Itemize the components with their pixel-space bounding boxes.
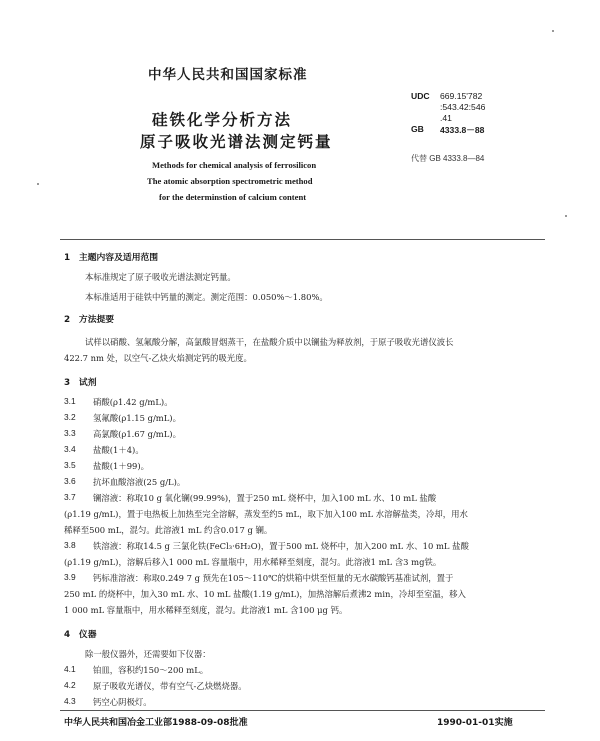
instrument-text: 钙空心阴极灯。: [93, 697, 152, 707]
section-2-line: 试样以硝酸、氢氟酸分解，高氯酸冒烟蒸干，在盐酸介质中以镧盐为释放剂，于原子吸收光谱仪波长: [85, 337, 454, 347]
header-divider: [60, 239, 545, 240]
section-1-paragraph: 本标准规定了原子吸收光谱法测定钙量。: [85, 272, 236, 282]
reagent-text: 钙标准溶液：称取0.249 7 g 预先在105～110℃的烘箱中烘至恒量的无水碳酸钙基准试剂，置于: [93, 573, 454, 583]
instrument-number: 4.2: [64, 680, 76, 690]
reagent-text: 高氯酸(ρ1.67 g/mL)。: [93, 429, 181, 439]
reagent-text: 抗坏血酸溶液(25 g/L)。: [93, 477, 186, 487]
reagent-text: 稀释至500 mL，混匀。此溶液1 mL 约含0.017 g 镧。: [64, 525, 273, 535]
udc-label: UDC: [411, 91, 430, 101]
footer-divider: [60, 710, 545, 711]
document-title-line1: 硅铁化学分析方法: [152, 111, 293, 129]
section-2-heading: 2 方法提要: [64, 315, 115, 325]
reagent-text: 硝酸(ρ1.42 g/mL)。: [93, 397, 173, 407]
reagent-number: 3.9: [64, 572, 76, 582]
scan-speck: [37, 183, 39, 185]
reagent-text: 铁溶液：称取14.5 g 三氯化铁(FeCl₃·6H₂O)，置于500 mL 烧杯中，加入200 mL 水、10 mL 盐酸: [93, 541, 469, 551]
gb-number: 4333.8－88: [440, 125, 485, 135]
reagent-number: 3.6: [64, 476, 76, 486]
reagent-text: 1 000 mL 容量瓶中，用水稀释至刻度，混匀。此溶液1 mL 含100 μg 钙。: [64, 605, 348, 615]
reagent-number: 3.2: [64, 412, 76, 422]
approval-statement: 中华人民共和国冶金工业部1988-09-08批准: [64, 718, 248, 728]
instrument-text: 铂皿，容积约150～200 mL。: [93, 665, 209, 675]
section-1-paragraph: 本标准适用于硅铁中钙量的测定。测定范围：0.050%～1.80%。: [85, 292, 328, 302]
section-4-intro: 除一般仪器外，还需要如下仪器：: [85, 649, 211, 659]
reagent-text: 盐酸(1＋99)。: [93, 461, 150, 471]
reagent-number: 3.4: [64, 444, 76, 454]
national-standard-heading: 中华人民共和国国家标准: [148, 67, 308, 83]
replaces-standard: 代替 GB 4333.8—84: [411, 154, 485, 163]
english-title-line2: The atomic absorption spectrometric method: [147, 176, 313, 186]
reagent-text: (ρ1.19 g/mL)，置于电热板上加热至完全溶解，蒸发至约5 mL，取下加入100 mL 水溶解盐类，冷却，用水: [64, 509, 468, 519]
instrument-number: 4.3: [64, 696, 76, 706]
section-4-heading: 4 仪器: [64, 630, 97, 640]
section-2-line: 422.7 nm 处，以空气-乙炔火焰测定钙的吸光度。: [64, 353, 252, 363]
english-title-line3: for the determinstion of calcium content: [159, 192, 307, 202]
scan-speck: [552, 30, 554, 32]
instrument-number: 4.1: [64, 664, 76, 674]
reagent-text: 镧溶液：称取10 g 氧化镧(99.99%)，置于250 mL 烧杯中，加入100 mL 水、10 mL 盐酸: [93, 493, 437, 503]
reagent-number: 3.7: [64, 492, 76, 502]
section-3-heading: 3 试剂: [64, 378, 97, 388]
reagent-text: 250 mL 的烧杯中，加入30 mL 水、10 mL 盐酸(1.19 g/mL)，加热溶解后煮沸2 min，冷却至室温，移入: [64, 589, 466, 599]
english-title-line1: Methods for chemical analysis of ferrosilicon: [152, 160, 317, 170]
reagent-number: 3.8: [64, 540, 76, 550]
document-title-line2: 原子吸收光谱法测定钙量: [140, 133, 333, 151]
reagent-text: (ρ1.19 g/mL)，溶解后移入1 000 mL 容量瓶中，用水稀释至刻度，混匀。此溶液1 mL 含3 mg铁。: [64, 557, 442, 567]
reagent-number: 3.3: [64, 428, 76, 438]
reagent-number: 3.1: [64, 396, 76, 406]
reagent-text: 盐酸(1＋4)。: [93, 445, 144, 455]
udc-code-line3: .41: [440, 113, 452, 123]
scan-speck: [565, 215, 567, 217]
gb-label: GB: [411, 124, 424, 134]
instrument-text: 原子吸收光谱仪，带有空气-乙炔燃烧器。: [93, 681, 247, 691]
reagent-number: 3.5: [64, 460, 76, 470]
section-1-heading: 1 主题内容及适用范围: [64, 253, 159, 263]
implementation-date: 1990-01-01实施: [437, 718, 513, 728]
udc-code-line2: :543.42:546: [440, 102, 486, 112]
reagent-text: 氢氟酸(ρ1.15 g/mL)。: [93, 413, 181, 423]
udc-code-line1: 669.15'782: [440, 91, 483, 101]
